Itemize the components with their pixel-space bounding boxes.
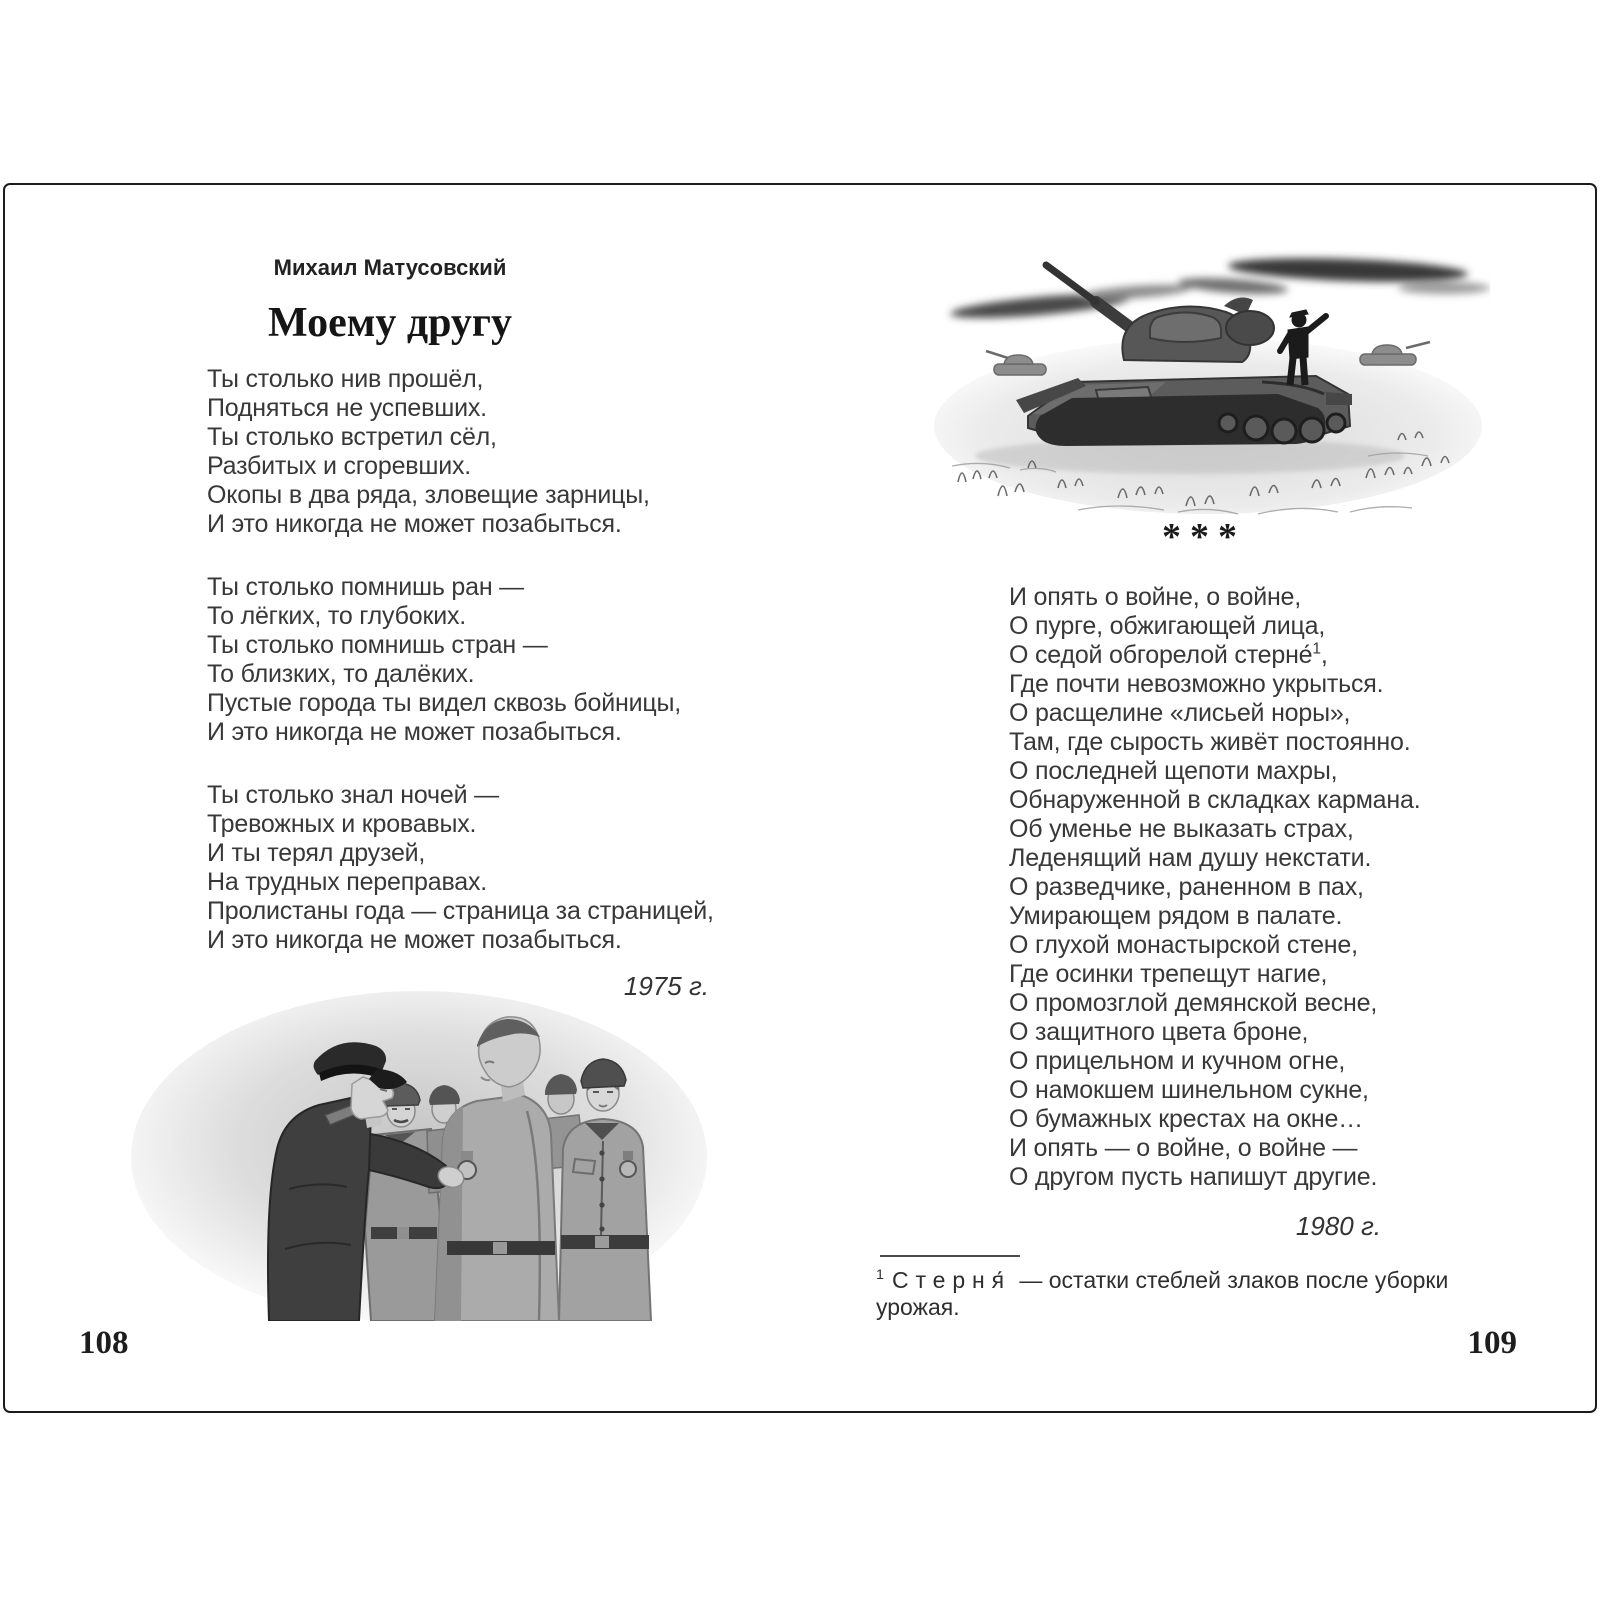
poem-line-punctuation: , <box>1320 641 1328 669</box>
poem-line: О промозглой демянской весне, <box>1009 989 1378 1017</box>
poem-moemu-drugu <box>207 365 714 955</box>
footnote-term: Стерня́ <box>891 1267 1011 1293</box>
poem-line: О пурге, обжигающей лица, <box>1009 612 1326 640</box>
poem-line: О глухой монастырской стене, <box>1009 931 1358 959</box>
poem-line: Там, где сырость живёт постоянно. <box>1009 728 1411 756</box>
poem-line: Где осинки трепещут нагие, <box>1009 960 1328 988</box>
soldiers-medal-ceremony-illustration <box>129 989 709 1321</box>
poem-title: Моему другу <box>268 300 512 346</box>
poem-line: О другом пусть напишут другие. <box>1009 1163 1378 1191</box>
stanza-2 <box>207 573 709 747</box>
poem-untitled <box>1009 583 1421 1192</box>
poem-date-1975: 1975 г. <box>623 971 709 1001</box>
poem-line: О последней щепоти махры, <box>1009 757 1338 785</box>
poem-line: Разбитых и сгоревших. <box>207 452 472 480</box>
poem-line: Обнаруженной в складках кармана. <box>1009 786 1421 814</box>
poem-author: Михаил Матусовский <box>273 255 507 280</box>
poem-line: Подняться не успевших. <box>207 394 487 422</box>
poem-line: То лёгких, то глубоких. <box>207 602 466 630</box>
page-109 <box>800 185 1595 1411</box>
poem-line: О бумажных крестах на окне… <box>1009 1105 1363 1133</box>
poem-line: О расщелине «лисьей норы», <box>1009 699 1351 727</box>
footnote-marker: 1 <box>876 1267 884 1284</box>
poem-line: Тревожных и кровавых. <box>207 810 477 838</box>
tank-in-field-illustration <box>928 230 1490 522</box>
poem-line: И это никогда не может позабыться. <box>207 926 622 954</box>
poem-line: Об уменье не выказать страх, <box>1009 815 1354 843</box>
poem-line: И ты терял друзей, <box>207 839 426 867</box>
poem-line-text: О седой обгорелой стерне́ <box>1009 641 1313 669</box>
poem-line: Умирающем рядом в палате. <box>1009 902 1343 930</box>
stanza-3 <box>207 781 714 955</box>
poem-line: О разведчике, раненном в пах, <box>1009 873 1364 901</box>
page-number-right: 109 <box>1467 1325 1517 1361</box>
footnote-text: — остатки стеблей злаков после уборки урожая. <box>876 1267 1449 1320</box>
poem-line-with-footnote <box>1009 641 1411 670</box>
poem-line: Окопы в два ряда, зловещие зарницы, <box>207 481 650 509</box>
poem-line: И это никогда не может позабыться. <box>207 718 622 746</box>
poem-line: Ты столько помнишь ран — <box>207 573 524 601</box>
poem-line: О прицельном и кучном огне, <box>1009 1047 1346 1075</box>
poem-line: И это никогда не может позабыться. <box>207 510 622 538</box>
poem-line: Леденящий нам душу некстати. <box>1009 844 1372 872</box>
poem-line: О намокшем шинельном сукне, <box>1009 1076 1369 1104</box>
poem-line: Где почти невозможно укрыться. <box>1009 670 1384 698</box>
poem-line: Ты столько нив прошёл, <box>207 365 484 393</box>
untitled-poem-mark: *** <box>1162 516 1246 558</box>
footnote-separator <box>880 1255 1020 1257</box>
footnote <box>876 1267 1496 1321</box>
poem-line: Пролистаны года — страница за страницей, <box>207 897 714 925</box>
poem-line: И опять — о войне, о войне — <box>1009 1134 1358 1162</box>
poem-line: Пустые города ты видел сквозь бойницы, <box>207 689 682 717</box>
poem-line: Ты столько встретил сёл, <box>207 423 497 451</box>
poem-line: Ты столько помнишь стран — <box>207 631 548 659</box>
poem-line: На трудных переправах. <box>207 868 487 896</box>
poem-line: И опять о войне, о войне, <box>1009 583 1302 611</box>
poem-line: То близких, то далёких. <box>207 660 475 688</box>
page-108 <box>5 185 800 1411</box>
poem-line: О защитного цвета броне, <box>1009 1018 1309 1046</box>
footnote-reference: 1 <box>1312 640 1321 658</box>
poem-line: Ты столько знал ночей — <box>207 781 499 809</box>
stanza-1 <box>207 365 709 539</box>
poem-date-1980: 1980 г. <box>1295 1211 1381 1241</box>
book-spread <box>3 183 1597 1413</box>
page-number-left: 108 <box>79 1325 129 1361</box>
